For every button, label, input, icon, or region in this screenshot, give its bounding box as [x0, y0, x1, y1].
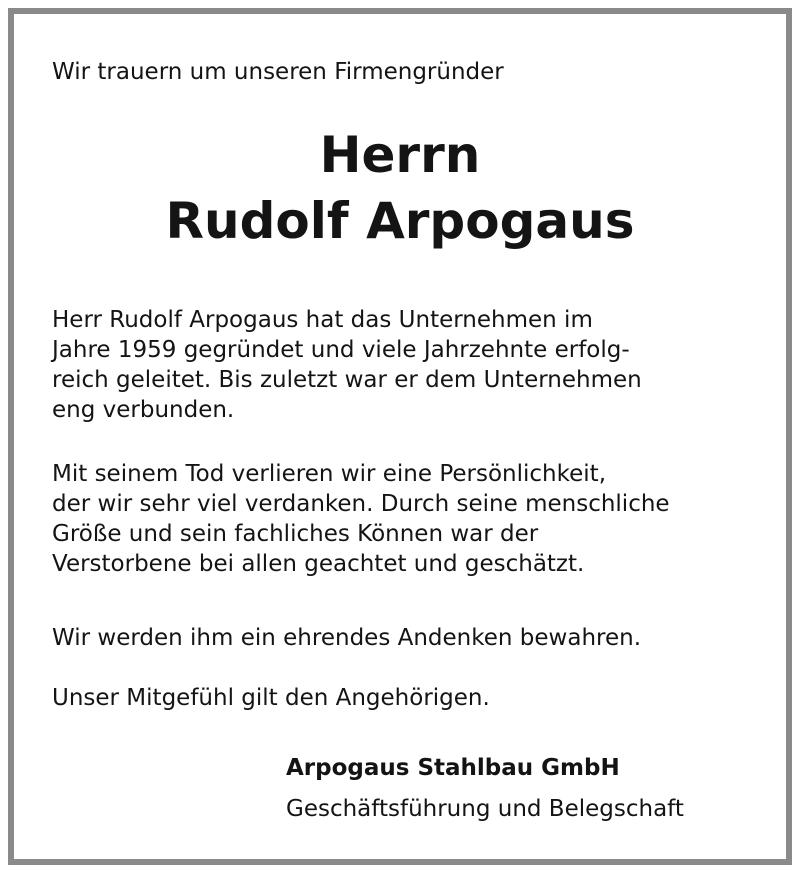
paragraph-line: Verstorbene bei allen geachtet und geschätzt.: [52, 551, 585, 577]
paragraph-line: eng verbunden.: [52, 397, 235, 423]
signers-line: Geschäftsführung und Belegschaft: [286, 796, 684, 822]
paragraph-line: Größe und sein fachliches Können war der: [52, 521, 539, 547]
name-salutation: Herrn: [319, 126, 481, 184]
paragraph-line: der wir sehr viel verdanken. Durch seine menschliche: [52, 491, 670, 517]
paragraph-line: Herr Rudolf Arpogaus hat das Unternehmen im: [52, 307, 593, 333]
paragraph-tribute: [52, 459, 670, 579]
paragraph-line: reich geleitet. Bis zuletzt war er dem Unternehmen: [52, 367, 642, 393]
paragraph-founder-history: [52, 305, 642, 425]
company-name: Arpogaus Stahlbau GmbH: [286, 755, 620, 781]
deceased-name-heading: [0, 122, 800, 254]
paragraph-line: Mit seinem Tod verlieren wir eine Persönlichkeit,: [52, 461, 606, 487]
paragraph-line: Jahre 1959 gegründet und viele Jahrzehnte erfolg-: [52, 337, 630, 363]
paragraph-remembrance: Wir werden ihm ein ehrendes Andenken bewahren.: [52, 625, 642, 651]
deceased-full-name: Rudolf Arpogaus: [165, 192, 635, 250]
paragraph-condolence: Unser Mitgefühl gilt den Angehörigen.: [52, 685, 490, 711]
intro-line: Wir trauern um unseren Firmengründer: [52, 59, 504, 85]
